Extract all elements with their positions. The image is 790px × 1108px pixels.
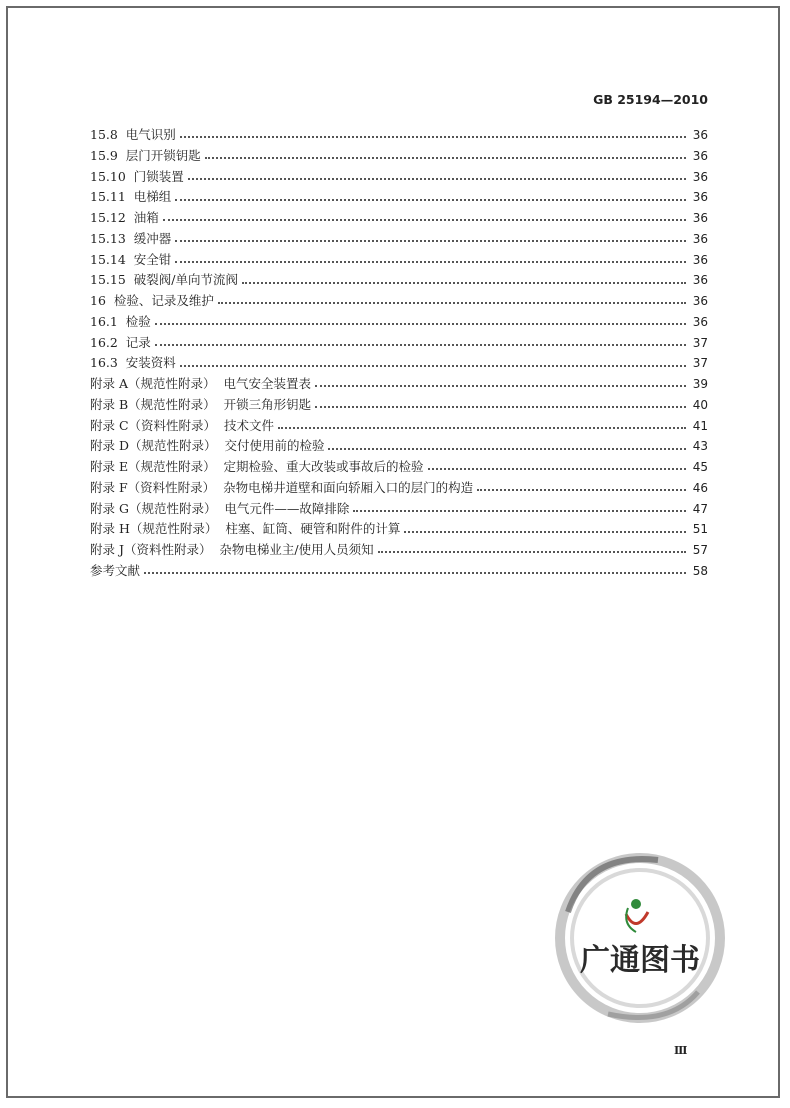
toc-entry[interactable] <box>90 353 708 374</box>
toc-entry-page: 41 <box>692 418 708 433</box>
watermark-text: 广通图书 <box>580 943 700 978</box>
toc-entry[interactable] <box>90 333 708 354</box>
toc-dot-leader <box>175 199 686 201</box>
toc-dot-leader <box>328 448 686 450</box>
page-number: Ⅲ <box>674 1044 688 1057</box>
toc-dot-leader <box>144 572 686 574</box>
toc-entry[interactable] <box>90 395 708 416</box>
toc-dot-leader <box>404 531 686 533</box>
toc-dot-leader <box>378 551 686 553</box>
toc-entry-title: 15.14 安全钳 <box>90 251 172 267</box>
toc-dot-leader <box>315 406 686 408</box>
toc-entry[interactable] <box>90 291 708 312</box>
toc-entry-page: 43 <box>692 439 708 454</box>
toc-entry[interactable] <box>90 250 708 271</box>
toc-entry-page: 45 <box>692 460 708 474</box>
toc-dot-leader <box>163 219 686 221</box>
toc-dot-leader <box>477 489 686 491</box>
toc-entry-title: 15.13 缓冲器 <box>90 230 172 246</box>
toc-dot-leader <box>188 178 686 180</box>
toc-dot-leader <box>315 385 686 387</box>
toc-entry-page: 57 <box>692 543 708 557</box>
toc-entry[interactable] <box>90 519 708 540</box>
toc-entry-page: 36 <box>692 169 708 184</box>
toc-entry-title: 15.9 层门开锁钥匙 <box>90 147 201 163</box>
toc-entry-page: 36 <box>692 190 708 205</box>
watermark-seal <box>548 842 728 1032</box>
toc-entry-title: 参考文献 <box>90 562 141 578</box>
toc-dot-leader <box>155 344 686 346</box>
toc-dot-leader <box>242 282 686 284</box>
toc-entry-title: 15.12 油箱 <box>90 210 159 225</box>
toc-entry-title: 附录 F（资料性附录） 杂物电梯井道壁和面向轿厢入口的层门的构造 <box>90 479 474 495</box>
toc-entry[interactable] <box>90 436 708 457</box>
toc-entry[interactable] <box>90 457 708 478</box>
toc-dot-leader <box>155 323 686 325</box>
toc-entry-page: 36 <box>692 252 708 267</box>
toc-entry-title: 附录 H（规范性附录） 柱塞、缸筒、硬管和附件的计算 <box>90 521 401 537</box>
toc-entry-title: 16.3 安装资料 <box>90 355 176 371</box>
toc-entry-page: 36 <box>692 273 708 288</box>
toc-entry-title: 附录 B（规范性附录） 开锁三角形钥匙 <box>90 396 312 412</box>
toc-dot-leader <box>218 302 686 304</box>
toc-entry-page: 37 <box>692 356 708 371</box>
toc-entry-page: 36 <box>692 314 708 329</box>
toc-entry-page: 36 <box>692 211 708 225</box>
toc-dot-leader <box>175 261 686 263</box>
toc-entry-page: 51 <box>692 522 708 537</box>
standard-number: GB 25194—2010 <box>593 92 708 107</box>
toc-entry-title: 附录 G（规范性附录） 电气元件——故障排除 <box>90 500 350 516</box>
toc-entry-title: 16.2 记录 <box>90 334 151 350</box>
toc-entry[interactable] <box>90 208 708 229</box>
toc-entry-title: 附录 D（规范性附录） 交付使用前的检验 <box>90 438 325 454</box>
toc-entry-title: 附录 A（规范性附录） 电气安全装置表 <box>90 376 311 391</box>
toc-dot-leader <box>278 427 686 429</box>
toc-entry-title: 附录 E（规范性附录） 定期检验、重大改装或事故后的检验 <box>90 459 424 474</box>
toc-entry-title: 附录 C（资料性附录） 技术文件 <box>90 417 274 433</box>
toc-entry-page: 36 <box>692 231 708 246</box>
toc-dot-leader <box>180 136 686 138</box>
toc-entry-title: 附录 J（资料性附录） 杂物电梯业主/使用人员须知 <box>90 542 374 557</box>
toc-entry-page: 46 <box>692 480 708 495</box>
toc-entry[interactable] <box>90 312 708 333</box>
toc-entry-page: 36 <box>692 128 708 142</box>
toc-entry[interactable] <box>90 416 708 437</box>
toc-entry-title: 15.15 破裂阀/单向节流阀 <box>90 272 238 288</box>
toc-entry-title: 15.11 电梯组 <box>90 189 172 205</box>
toc-entry[interactable] <box>90 540 708 561</box>
toc-dot-leader <box>205 157 686 159</box>
toc-entry-page: 36 <box>692 148 708 163</box>
toc-entry-page: 36 <box>692 294 708 308</box>
toc-entry[interactable] <box>90 478 708 499</box>
toc-dot-leader <box>180 365 686 367</box>
toc-entry[interactable] <box>90 187 708 208</box>
toc-entry-page: 37 <box>692 335 708 350</box>
toc-dot-leader <box>353 510 686 512</box>
toc-entry[interactable] <box>90 374 708 395</box>
toc-entry[interactable] <box>90 229 708 250</box>
toc-dot-leader <box>175 240 686 242</box>
toc-entry[interactable] <box>90 499 708 520</box>
toc-entry-page: 58 <box>692 563 708 578</box>
toc-entry[interactable] <box>90 125 708 146</box>
toc-entry-title: 15.8 电气识别 <box>90 127 176 142</box>
toc-entry-title: 16 检验、记录及维护 <box>90 293 214 308</box>
toc-entry-page: 39 <box>692 377 708 391</box>
table-of-contents <box>90 125 708 582</box>
toc-entry[interactable] <box>90 270 708 291</box>
toc-dot-leader <box>428 468 686 470</box>
toc-entry-page: 40 <box>692 397 708 412</box>
toc-entry-title: 16.1 检验 <box>90 313 151 329</box>
toc-entry[interactable] <box>90 561 708 582</box>
toc-entry-page: 47 <box>692 501 708 516</box>
brand-logo-icon <box>626 899 648 932</box>
toc-entry[interactable] <box>90 167 708 188</box>
toc-entry[interactable] <box>90 146 708 167</box>
toc-entry-title: 15.10 门锁装置 <box>90 168 184 184</box>
